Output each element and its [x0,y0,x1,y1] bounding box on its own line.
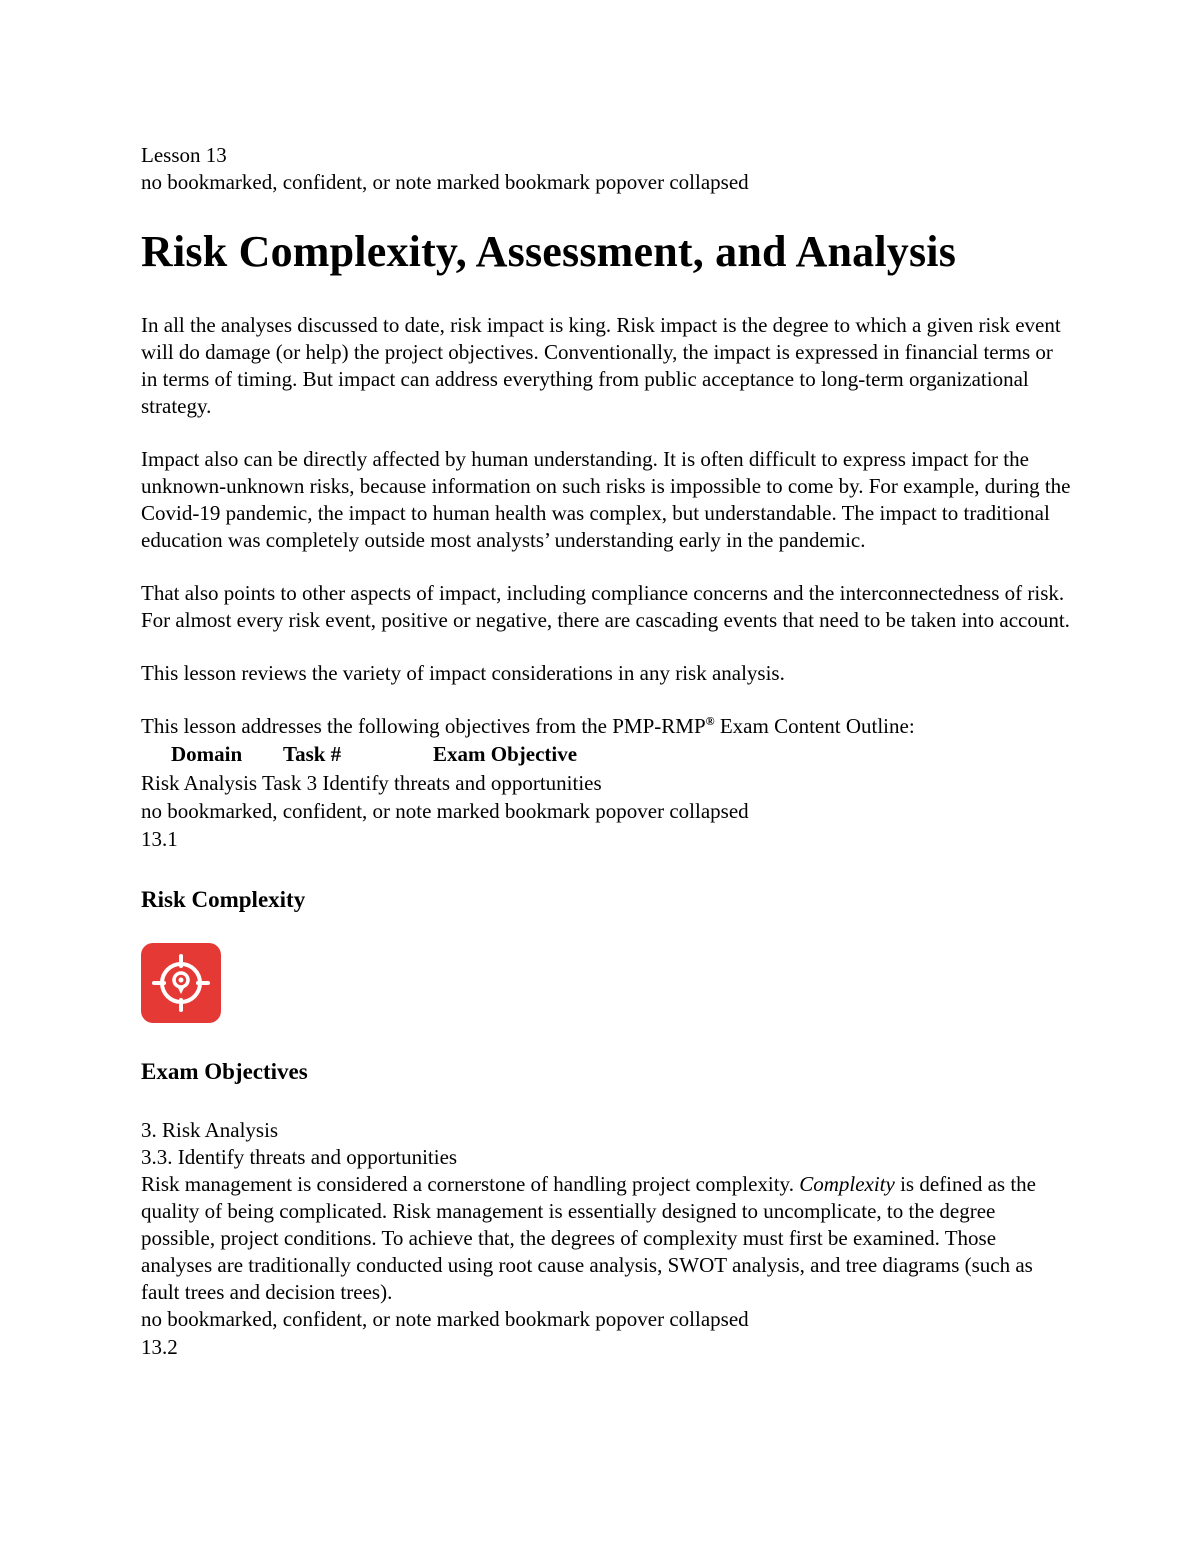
bookmark-status[interactable]: no bookmarked, confident, or note marked bookmark popover collapsed [141,170,749,194]
exam-objective-task: 3.3. Identify threats and opportunities [141,1145,458,1169]
registered-mark: ® [705,714,715,728]
lesson-label: Lesson 13 [141,143,227,167]
page-title: Risk Complexity, Assessment, and Analysis [141,227,957,276]
objectives-table-header [141,740,1200,769]
section-heading-risk-complexity: Risk Complexity [141,887,306,912]
section-heading-exam-objectives: Exam Objectives [141,1059,308,1084]
intro-paragraph-3: That also points to other aspects of impact, including compliance concerns and the interconnectedness of risk. For almost every risk event, positive or negative, there are cascading events that need to be taken into account. [141,581,1070,632]
target-icon [141,943,221,1023]
header-exam-objective: Exam Objective [433,742,578,766]
bookmark-status[interactable]: no bookmarked, confident, or note marked bookmark popover collapsed [141,799,749,823]
objectives-intro [141,713,1071,740]
objectives-intro-tail: Exam Content Outline: [714,714,915,738]
risk-complexity-text-2: is defined as the quality of being complicated. Risk management is essentially designed to uncomplicate, to the degree possible, project conditions. To achieve that, the degrees of complexity must first be examined. Those analyses are traditionally conducted using root cause analysis, SWOT analysis, and tree diagrams (such as fault trees and decision trees). [141,1172,1036,1304]
header-domain: Domain [171,742,243,766]
exam-objective-domain: 3. Risk Analysis [141,1118,279,1142]
table-row: Risk Analysis Task 3 Identify threats and opportunities [141,771,602,795]
bookmark-status[interactable]: no bookmarked, confident, or note marked bookmark popover collapsed [141,1307,749,1331]
intro-paragraph-2: Impact also can be directly affected by human understanding. It is often difficult to express impact for the unknown-unknown risks, because information on such risks is impossible to come by. For example, during the Covid-19 pandemic, the impact to human health was complex, but understandable. The impact to traditional education was completely outside most analysts’ understanding early in the pandemic. [141,447,1071,552]
header-task: Task # [283,742,342,766]
exam-objectives-block [141,1117,1200,1361]
objectives-intro-text: This lesson addresses the following objectives from the PMP-RMP [141,714,706,738]
section-number-13-2: 13.2 [141,1335,178,1359]
intro-paragraph-1: In all the analyses discussed to date, risk impact is king. Risk impact is the degree to which a given risk event will do damage (or help) the project objectives. Conventionally, the impact is expressed in financial terms or in terms of timing. But impact can address everything from public acceptance to long-term organizational strategy. [141,313,1061,418]
section-number-13-1: 13.1 [141,827,178,851]
intro-paragraph-4: This lesson reviews the variety of impact considerations in any risk analysis. [141,661,785,685]
risk-complexity-text-1: Risk management is considered a cornerstone of handling project complexity. [141,1172,800,1196]
complexity-term: Complexity [799,1172,895,1196]
objectives-table [141,740,1200,798]
risk-complexity-paragraph [141,1171,1071,1306]
target-icon-graphic [151,953,211,1013]
